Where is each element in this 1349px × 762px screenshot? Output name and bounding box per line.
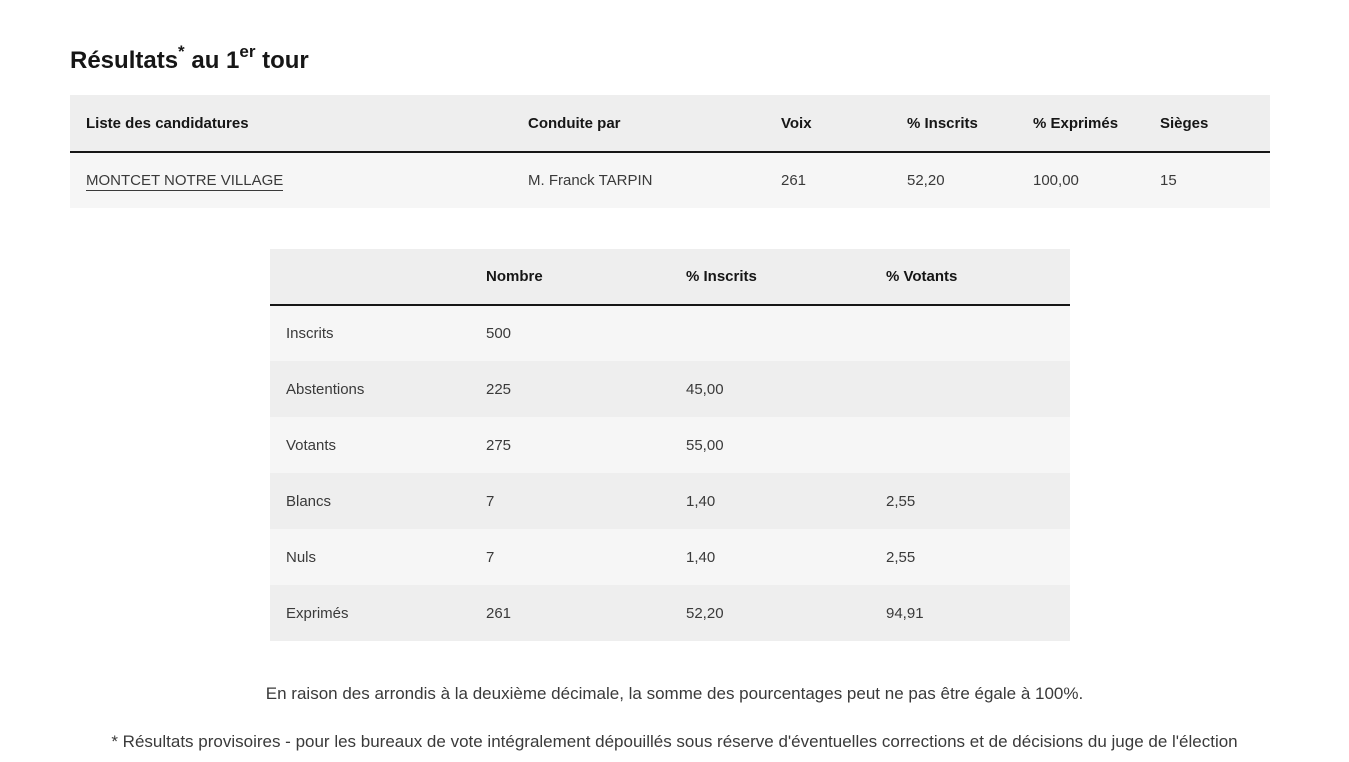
row-label: Votants <box>286 436 337 454</box>
page-title <box>70 44 309 78</box>
table-row <box>270 417 1070 473</box>
row-label: Nuls <box>286 548 317 566</box>
results-header-row <box>70 95 1270 152</box>
sieges-cell: 15 <box>1160 172 1177 189</box>
list-cell <box>70 152 512 208</box>
header-pct-inscrits: % Inscrits <box>686 268 757 285</box>
table-row <box>270 529 1070 585</box>
pct-votants-cell <box>870 305 1070 361</box>
table-row <box>270 585 1070 641</box>
nombre-cell: 261 <box>486 604 512 622</box>
table-row <box>270 473 1070 529</box>
results-table <box>70 95 1270 208</box>
pct-votants-cell <box>870 417 1070 473</box>
title-text-round: au 1 <box>184 47 240 74</box>
row-label: Exprimés <box>286 604 349 622</box>
header-conduite: Conduite par <box>528 114 621 132</box>
stats-header-row <box>270 249 1070 305</box>
row-label: Blancs <box>286 492 332 510</box>
title-text-tour: tour <box>255 47 309 74</box>
provisional-footnote: * Résultats provisoires - pour les bureaux de vote intégralement dépouillés sous réserve d'éventuelles corrections et de décisions du juge de l'élection <box>111 732 1238 751</box>
pct-inscrits-cell: 1,40 <box>686 548 716 566</box>
header-pct-exprimes: % Exprimés <box>1033 114 1119 132</box>
pct-votants-cell: 2,55 <box>886 492 916 510</box>
header-sieges: Sièges <box>1160 114 1209 132</box>
header-liste: Liste des candidatures <box>86 114 249 132</box>
header-nombre: Nombre <box>486 268 543 285</box>
pct-votants-cell <box>870 361 1070 417</box>
pct-inscrits-cell <box>670 305 870 361</box>
header-voix: Voix <box>781 114 812 132</box>
title-ordinal-suffix: er <box>239 42 256 61</box>
list-link[interactable]: MONTCET NOTRE VILLAGE <box>86 172 284 189</box>
pct-inscrits-cell: 52,20 <box>686 604 724 622</box>
table-row <box>270 361 1070 417</box>
pct-inscrits-cell: 45,00 <box>686 380 724 398</box>
table-row <box>70 152 1270 208</box>
nombre-cell: 7 <box>486 492 495 510</box>
pct-inscrits-cell: 55,00 <box>686 436 724 454</box>
rounding-note: En raison des arrondis à la deuxième décimale, la somme des pourcentages peut ne pas être égale à 100%. <box>265 684 1084 703</box>
pct-votants-cell: 94,91 <box>886 604 924 622</box>
title-text: Résultats <box>70 47 179 74</box>
header-pct-inscrits: % Inscrits <box>907 114 978 132</box>
header-pct-votants: % Votants <box>886 268 958 285</box>
nombre-cell: 225 <box>486 380 512 398</box>
title-footnote-mark: * <box>178 42 185 61</box>
leader-cell: M. Franck TARPIN <box>528 172 653 189</box>
participation-table <box>270 249 1070 641</box>
nombre-cell: 275 <box>486 436 512 454</box>
pct-exprimes-cell: 100,00 <box>1033 172 1079 189</box>
pct-votants-cell: 2,55 <box>886 548 916 566</box>
table-row <box>270 305 1070 361</box>
row-label: Abstentions <box>286 380 365 398</box>
nombre-cell: 500 <box>486 325 512 342</box>
header-empty <box>270 249 470 305</box>
nombre-cell: 7 <box>486 548 495 566</box>
pct-inscrits-cell: 1,40 <box>686 492 716 510</box>
row-label: Inscrits <box>286 325 334 342</box>
voix-cell: 261 <box>781 172 807 189</box>
pct-inscrits-cell: 52,20 <box>907 172 945 189</box>
